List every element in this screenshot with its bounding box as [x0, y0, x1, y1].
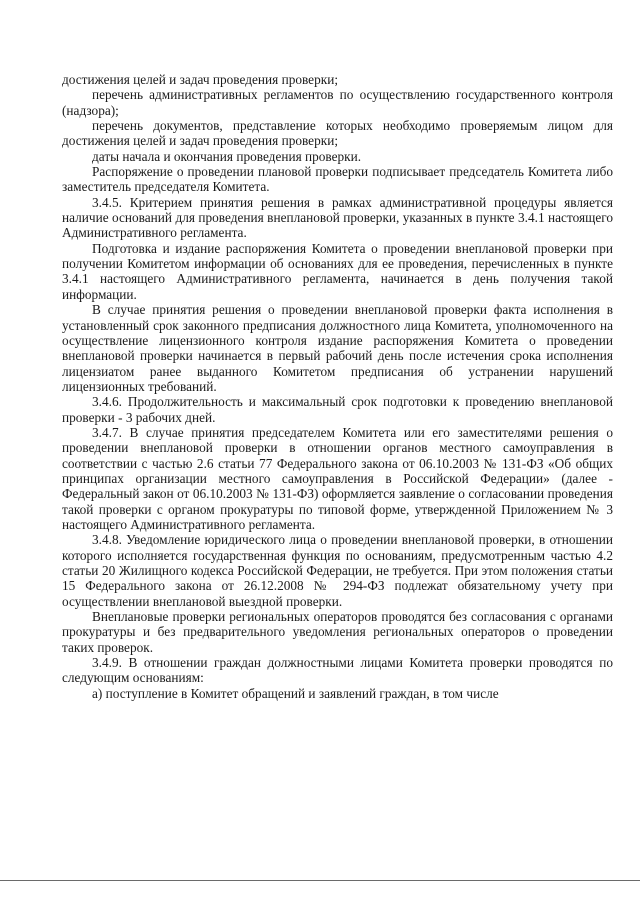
paragraph: даты начала и окончания проведения проверки.	[92, 148, 362, 164]
paragraph: достижения целей и задач проведения проверки;	[62, 72, 339, 87]
paragraph: 3.4.7. В случае принятия председателем Комитета или его заместителями решения о проведении внеплановой проверки в отношении органов местного самоуправления в соответствии с частью 2.6 статьи 77 Федерального закона от 06.10.2003 № 131-ФЗ «Об общих принципах организации местного самоуправления в Российской Федерации» (далее - Федеральный закон от 06.10.2003 № 131-ФЗ) оформляется заявление о согласовании проведения такой проверки с органом прокуратуры по типовой форме, утвержденной Приложением № 3 настоящего Административного регламента.	[62, 424, 613, 532]
paragraph: а) поступление в Комитет обращений и заявлений граждан, в том числе	[92, 685, 499, 701]
paragraph: перечень административных регламентов по осуществлению государственного контроля (надзора);	[62, 87, 613, 118]
paragraph: В случае принятия решения о проведении внеплановой проверки факта исполнения в установленный срок законного предписания должностного лица Комитета, уполномоченного на осуществление лицензионного контроля издание распоряжения Комитета о проведении внеплановой проверки начинается в первый рабочий день после истечения срока исполнения лицензиатом ранее выданного Комитетом предписания об устранении нарушений лицензионных требований.	[62, 302, 613, 394]
paragraph: Внеплановые проверки региональных операторов проводятся без согласования с органами прокуратуры и без предварительного уведомления региональных операторов о проведении таких проверок.	[62, 609, 613, 655]
page-bottom-divider	[0, 880, 640, 881]
paragraph: 3.4.9. В отношении граждан должностными лицами Комитета проверки проводятся по следующим основаниям:	[62, 655, 613, 686]
paragraph: 3.4.6. Продолжительность и максимальный срок подготовки к проведению внеплановой проверки - 3 рабочих дней.	[62, 394, 613, 425]
paragraph: 3.4.8. Уведомление юридического лица о проведении внеплановой проверки, в отношении которого исполняется государственная функция по основаниям, предусмотренным частью 4.2 статьи 20 Жилищного кодекса Российской Федерации, не требуется. При этом положения статьи 15 Федерального закона от 26.12.2008 № 294-ФЗ подлежат обязательному учету при осуществлении внеплановой выездной проверки.	[62, 532, 613, 609]
paragraph: Подготовка и издание распоряжения Комитета о проведении внеплановой проверки при получении Комитетом информации об основаниях для ее проведения, перечисленных в пункте 3.4.1 настоящего Административного регламента, начинается в день получения такой информации.	[62, 240, 613, 302]
paragraph: перечень документов, представление которых необходимо проверяемым лицом для достижения целей и задач проведения проверки;	[62, 118, 613, 149]
paragraph: Распоряжение о проведении плановой проверки подписывает председатель Комитета либо заместитель председателя Комитета.	[62, 164, 613, 195]
paragraph: 3.4.5. Критерием принятия решения в рамках административной процедуры является наличие оснований для проведения внеплановой проверки, указанных в пункте 3.4.1 настоящего Административного регламента.	[62, 194, 613, 241]
document-page	[62, 72, 613, 701]
